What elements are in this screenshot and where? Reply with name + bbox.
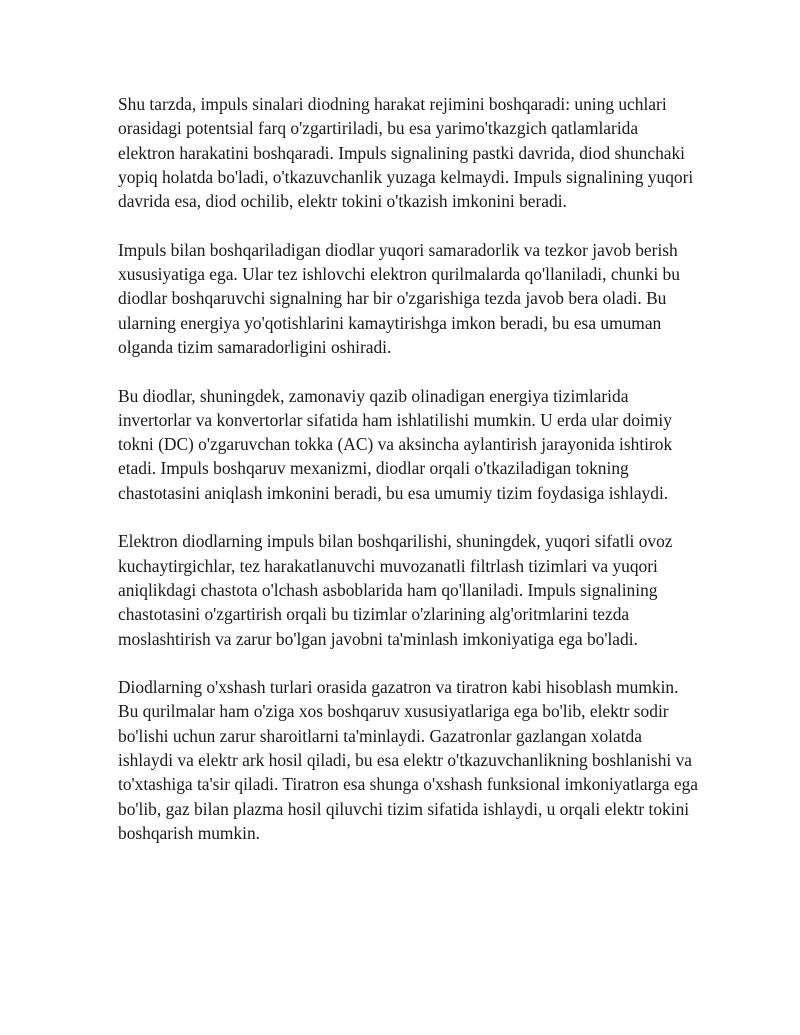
paragraph: Shu tarzda, impuls sinalari diodning harakat rejimini boshqaradi: uning uchlari orasidagi potentsial farq o'zgartiriladi, bu esa yarimo'tkazgich qatlamlarida elektron harakatini boshqaradi. Impuls signalining pastki davrida, diod shunchaki yopiq holatda bo'ladi, o'tkazuvchanlik yuzaga kelmaydi. Impuls signalining yuqori davrida esa, diod ochilib, elektr tokini o'tkazish imkonini beradi.	[118, 94, 694, 212]
paragraph: Diodlarning o'xshash turlari orasida gazatron va tiratron kabi hisoblash mumkin. Bu qurilmalar ham o'ziga xos boshqaruv xususiyatlariga ega bo'lib, elektr sodir bo'lishi uchun zarur sharoitlarni ta'minlaydi. Gazatronlar gazlangan xolatda ishlaydi va elektr ark hosil qiladi, bu esa elektr o'tkazuvchanlikning boshlanishi va to'xtashiga ta'sir qiladi. Tiratron esa shunga o'xshash funksional imkoniyatlarga ega bo'lib, gaz bilan plazma hosil qiluvchi tizim sifatida ishlaydi, u orqali elektr tokini boshqarish mumkin.	[118, 677, 698, 843]
document-body	[118, 92, 698, 845]
paragraph: Bu diodlar, shuningdek, zamonaviy qazib olinadigan energiya tizimlarida invertorlar va konvertorlar sifatida ham ishlatilishi mumkin. U erda ular doimiy tokni (DC) o'zgaruvchan tokka (AC) va aksincha aylantirish jarayonida ishtirok etadi. Impuls boshqaruv mexanizmi, diodlar orqali o'tkaziladigan tokning chastotasini aniqlash imkonini beradi, bu esa umumiy tizim foydasiga ishlaydi.	[118, 385, 673, 503]
paragraph: Impuls bilan boshqariladigan diodlar yuqori samaradorlik va tezkor javob berish xususiyatiga ega. Ular tez ishlovchi elektron qurilmalarda qo'llaniladi, chunki bu diodlar boshqaruvchi signalning har bir o'zgarishiga tezda javob bera oladi. Bu ularning energiya yo'qotishlarini kamaytirishga imkon beradi, bu esa umuman olganda tizim samaradorligini oshiradi.	[118, 239, 680, 357]
paragraph: Elektron diodlarning impuls bilan boshqarilishi, shuningdek, yuqori sifatli ovoz kuchaytirgichlar, tez harakatlanuvchi muvozanatli filtrlash tizimlari va yuqori aniqlikdagi chastota o'lchash asboblarida ham qo'llaniladi. Impuls signalining chastotasini o'zgartirish orqali bu tizimlar o'zlarining alg'oritmlarini tezda moslashtirish va zarur bo'lgan javobni ta'minlash imkoniyatiga ega bo'ladi.	[118, 531, 673, 649]
